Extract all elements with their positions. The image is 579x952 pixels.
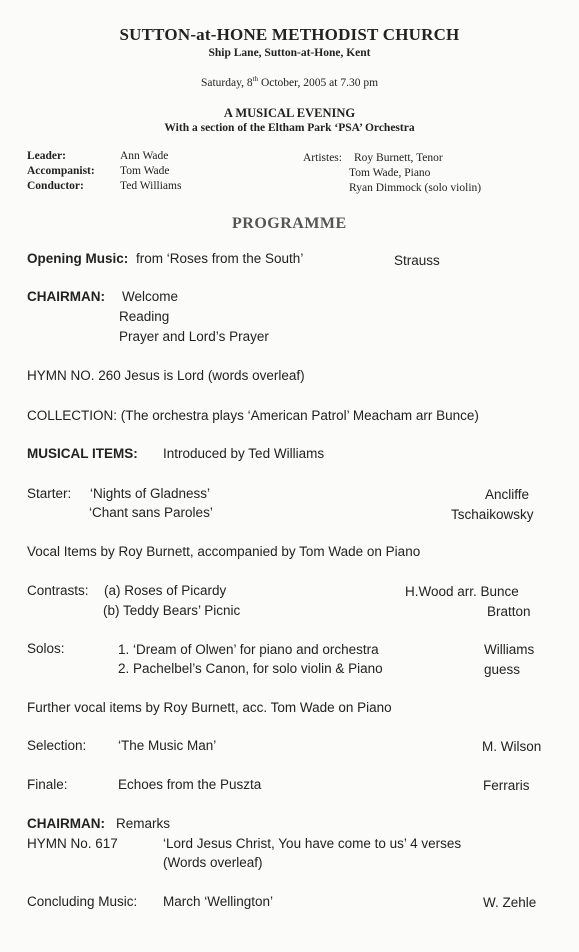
collection: COLLECTION: (The orchestra plays ‘American Patrol’ Meacham arr Bunce) [27, 408, 479, 423]
hymn-260: HYMN NO. 260 Jesus is Lord (words overleaf) [27, 368, 305, 383]
event-date: Saturday, 8th October, 2005 at 7.30 pm [200, 75, 379, 89]
contrasts-label: Contrasts: [27, 583, 89, 598]
finale-composer: Ferraris [483, 778, 530, 793]
leader-name: Ann Wade [120, 150, 169, 162]
artists-label: Artistes: [303, 152, 342, 164]
artist-1: Roy Burnett, Tenor [354, 152, 443, 164]
musical-items-label: MUSICAL ITEMS: [27, 446, 138, 461]
chairman-label: CHAIRMAN: [27, 289, 105, 304]
solos-1: 1. ‘Dream of Olwen’ for piano and orchestra [118, 642, 379, 657]
concluding-label: Concluding Music: [27, 894, 138, 909]
starter-1-composer: Ancliffe [485, 487, 530, 502]
chairman-welcome: Welcome [122, 289, 179, 304]
hymn-617-label: HYMN No. 617 [27, 836, 118, 851]
contrasts-b: (b) Teddy Bears’ Picnic [103, 603, 241, 618]
accompanist-label: Accompanist: [27, 165, 95, 177]
musical-items-text: Introduced by Ted Williams [163, 446, 325, 461]
solos-1-composer: Williams [484, 642, 535, 657]
contrasts-b-composer: Bratton [487, 604, 531, 619]
selection-label: Selection: [27, 738, 87, 753]
church-address: Ship Lane, Sutton-at-Hone, Kent [208, 47, 371, 59]
conductor-name: Ted Williams [120, 180, 182, 192]
selection-text: ‘The Music Man’ [118, 738, 217, 753]
starter-label: Starter: [27, 486, 72, 501]
event-subtitle: With a section of the Eltham Park ‘PSA’ Orchestra [164, 122, 415, 134]
church-name: SUTTON-at-HONE METHODIST CHURCH [119, 25, 460, 44]
contrasts-a: (a) Roses of Picardy [104, 583, 227, 598]
programme-heading: PROGRAMME [232, 215, 347, 232]
artist-3: Ryan Dimmock (solo violin) [349, 182, 482, 194]
hymn-617-note: (Words overleaf) [163, 855, 263, 870]
artist-2: Tom Wade, Piano [349, 167, 431, 179]
conductor-label: Conductor: [27, 180, 84, 192]
solos-2: 2. Pachelbel’s Canon, for solo violin & Piano [118, 661, 383, 676]
finale-label: Finale: [27, 777, 68, 792]
chairman-prayer: Prayer and Lord’s Prayer [119, 329, 269, 344]
hymn-617-text: ‘Lord Jesus Christ, You have come to us’ 4 verses [163, 836, 462, 851]
accompanist-name: Tom Wade [120, 165, 170, 177]
opening-label: Opening Music: [27, 251, 129, 266]
vocal-items-1: Vocal Items by Roy Burnett, accompanied by Tom Wade on Piano [27, 544, 421, 559]
opening-composer: Strauss [394, 253, 440, 268]
selection-composer: M. Wilson [482, 739, 542, 754]
chairman-remarks-label: CHAIRMAN: [27, 816, 105, 831]
concluding-composer: W. Zehle [483, 895, 537, 910]
solos-2-composer: guess [484, 662, 521, 677]
concluding-text: March ‘Wellington’ [163, 894, 274, 909]
chairman-remarks-text: Remarks [116, 816, 171, 831]
event-title: A MUSICAL EVENING [223, 106, 356, 120]
leader-label: Leader: [27, 150, 66, 162]
vocal-items-2: Further vocal items by Roy Burnett, acc. Tom Wade on Piano [27, 700, 392, 715]
chairman-reading: Reading [119, 309, 170, 324]
contrasts-a-composer: H.Wood arr. Bunce [405, 584, 519, 599]
starter-1: ‘Nights of Gladness’ [90, 486, 211, 501]
solos-label: Solos: [27, 641, 65, 656]
starter-2-composer: Tschaikowsky [451, 507, 534, 522]
finale-text: Echoes from the Puszta [118, 777, 262, 792]
opening-text: from ‘Roses from the South’ [136, 251, 304, 266]
starter-2: ‘Chant sans Paroles’ [89, 505, 213, 520]
